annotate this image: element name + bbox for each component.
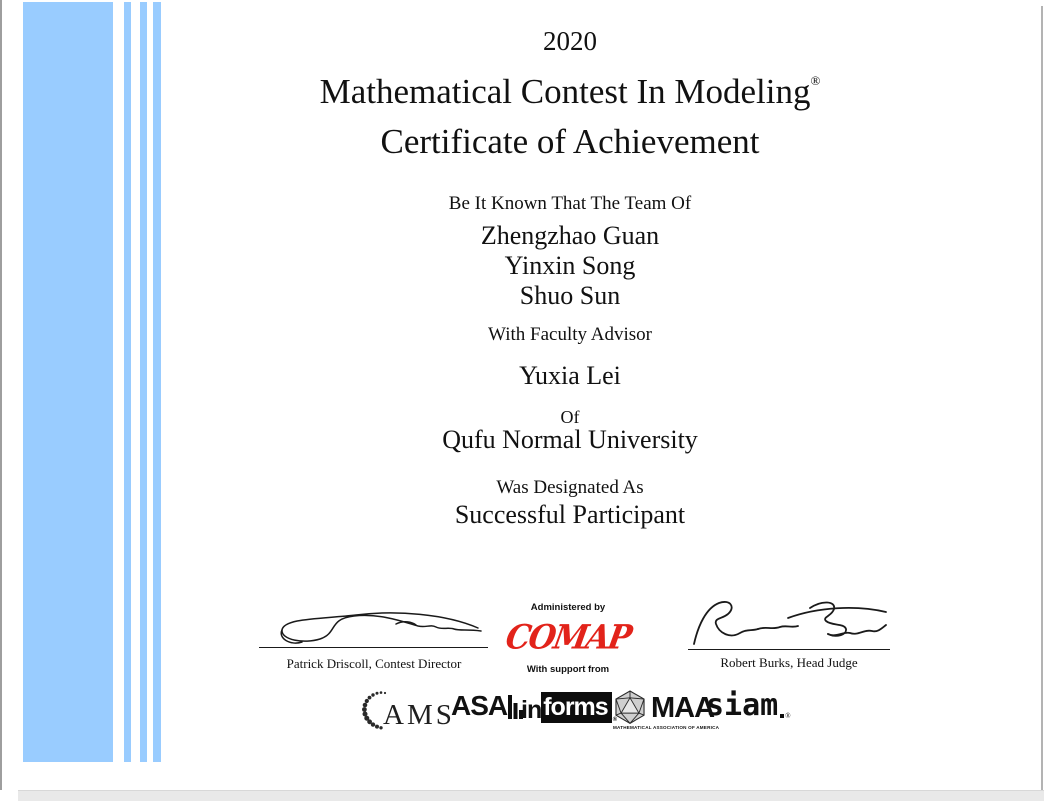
designation-value: Successful Participant [454, 500, 686, 529]
support-from-label: With support from [526, 664, 610, 675]
informs-wordmark-prefix: in [521, 696, 542, 724]
certificate-title-text: Mathematical Contest In Modeling [319, 72, 811, 111]
team-member-name: Yinxin Song [504, 251, 636, 280]
informs-logo [521, 692, 617, 723]
team-member-name: Zhengzhao Guan [480, 221, 660, 250]
siam-logo [706, 688, 791, 723]
of-label: Of [560, 407, 580, 427]
robert-burks-signature [688, 598, 888, 650]
page-right-edge [1041, 6, 1043, 801]
page-left-edge [0, 0, 2, 790]
team-members-list [112, 221, 1028, 311]
siam-period-square [780, 714, 784, 718]
maa-association-subtext: MATHEMATICAL ASSOCIATION OF AMERICA [613, 725, 720, 730]
signature-line-right [688, 649, 890, 650]
administered-by-label: Administered by [530, 602, 606, 613]
maa-wordmark: MAA [651, 692, 715, 724]
ams-wordmark: AMS [383, 699, 455, 731]
faculty-advisor-name: Yuxia Lei [519, 361, 621, 390]
ams-logo [361, 690, 455, 730]
certificate-subtitle: Certificate of Achievement [380, 122, 760, 161]
siam-wordmark: siam [706, 688, 779, 723]
certificate-title [112, 72, 1028, 112]
team-member-name: Shuo Sun [519, 281, 621, 310]
patrick-driscoll-signature [276, 606, 488, 648]
sponsor-logos-row [355, 686, 815, 734]
blue-stripe-wide [23, 2, 113, 762]
certificate-year: 2020 [543, 26, 597, 56]
maa-logo [613, 690, 720, 730]
asa-wordmark: ASA [451, 690, 508, 721]
comap-block [498, 602, 638, 675]
faculty-advisor-label: With Faculty Advisor [488, 324, 652, 345]
comap-logo: COMAP [503, 618, 634, 658]
maa-icosahedron-icon [613, 690, 647, 726]
page-bottom-shadow [18, 790, 1044, 801]
head-judge-caption: Robert Burks, Head Judge [720, 655, 858, 670]
signature-line-left [259, 647, 488, 648]
siam-registered-mark: ® [785, 712, 791, 720]
contest-director-caption: Patrick Driscoll, Contest Director [286, 656, 462, 671]
institution-name: Qufu Normal University [442, 425, 698, 454]
asa-logo [451, 691, 524, 720]
team-intro-label: Be It Known That The Team Of [448, 193, 692, 214]
informs-registered-mark: ® [612, 717, 618, 723]
registered-trademark-mark: ® [810, 73, 821, 88]
designation-label: Was Designated As [496, 477, 644, 498]
informs-wordmark-box: forms [541, 692, 611, 723]
